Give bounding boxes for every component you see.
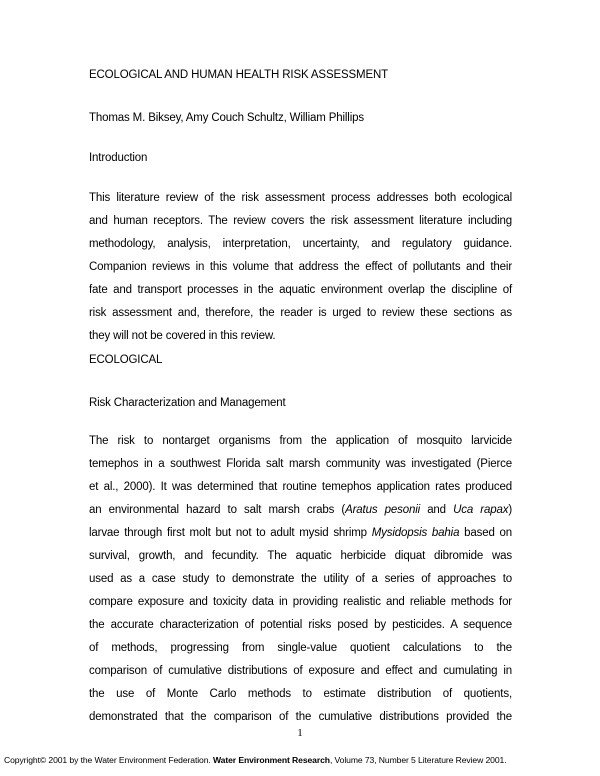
body-text: larvae through first molt but not to adult mysid shrimp (89, 527, 372, 539)
intro-line: This literature review of the risk assessment process addresses both ecological (89, 192, 512, 204)
footer-volume: , Volume 73, Number 5 Literature Review 2001. (329, 755, 507, 765)
body-line: used as a case study to demonstrate the utility of a series of approaches to (89, 573, 512, 585)
body-line: comparison of cumulative distributions of exposure and effect and cumulating in (89, 665, 512, 677)
body-text: and (420, 504, 454, 516)
section-heading-ecological: ECOLOGICAL (89, 354, 163, 366)
page-number: 1 (297, 727, 303, 739)
body-line (89, 526, 512, 540)
body-line (89, 503, 512, 517)
body-line: the accurate characterization of potential risks posed by pesticides. A sequence (89, 619, 512, 631)
body-text: based on (459, 527, 513, 539)
species-name: Aratus pesonii (345, 504, 421, 516)
intro-line: methodology, analysis, interpretation, uncertainty, and regulatory guidance. (89, 238, 512, 250)
body-line: the use of Monte Carlo methods to estimate distribution of quotients, (89, 688, 512, 700)
subsection-heading: Risk Characterization and Management (89, 397, 286, 409)
authors: Thomas M. Biksey, Amy Couch Schultz, William Phillips (89, 112, 364, 124)
footer-copyright: Copyright© 2001 by the Water Environment Federation. (4, 755, 213, 765)
footer-journal-name: Water Environment Research (212, 755, 330, 765)
body-line: survival, growth, and fecundity. The aquatic herbicide diquat dibromide was (89, 550, 512, 562)
body-text: ) (508, 504, 512, 516)
body-line: demonstrated that the comparison of the cumulative distributions provided the (89, 711, 512, 723)
introduction-heading: Introduction (89, 152, 148, 164)
species-name: Mysidopsis bahia (371, 527, 460, 539)
intro-line: they will not be covered in this review. (89, 330, 276, 342)
body-text: an environmental hazard to salt marsh crabs ( (89, 504, 346, 516)
species-name: Uca rapax (453, 504, 509, 516)
body-line: compare exposure and toxicity data in providing realistic and reliable methods for (89, 596, 512, 608)
body-line: of methods, progressing from single-value quotient calculations to the (89, 642, 512, 654)
intro-line: and human receptors. The review covers the risk assessment literature including (89, 215, 512, 227)
intro-line: risk assessment and, therefore, the reader is urged to review these sections as (89, 307, 512, 319)
document-title: ECOLOGICAL AND HUMAN HEALTH RISK ASSESSMENT (89, 69, 389, 81)
body-line: et al., 2000). It was determined that routine temephos application rates produced (89, 481, 512, 493)
body-line: The risk to nontarget organisms from the application of mosquito larvicide (89, 435, 512, 447)
body-line: temephos in a southwest Florida salt marsh community was investigated (Pierce (89, 458, 512, 470)
intro-line: Companion reviews in this volume that address the effect of pollutants and their (89, 261, 512, 273)
intro-line: fate and transport processes in the aquatic environment overlap the discipline of (89, 284, 512, 296)
copyright-footer (4, 755, 506, 765)
